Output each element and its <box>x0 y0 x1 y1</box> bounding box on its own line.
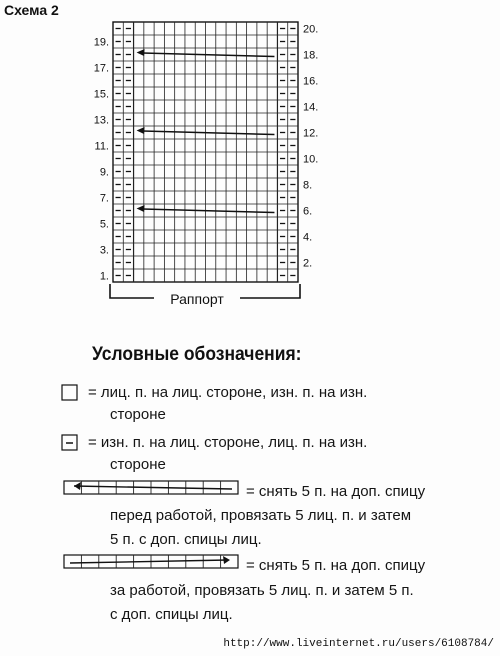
legend-item-1-line-1: = лиц. п. на лиц. стороне, изн. п. на изн. <box>88 384 368 401</box>
repeat-label: Раппорт <box>170 291 224 307</box>
row-label-left: 1. <box>99 270 109 283</box>
row-label-left: 7. <box>99 192 109 205</box>
legend-item-3-line-1: = снять 5 п. на доп. спицу <box>246 483 426 500</box>
row-label-right: 2. <box>303 257 313 270</box>
row-label-left: 13. <box>93 114 109 127</box>
row-label-right: 16. <box>303 75 319 88</box>
cable-arrow-line <box>143 131 275 135</box>
row-label-left: 17. <box>93 62 109 75</box>
row-label-left: 5. <box>99 218 109 231</box>
cable-arrow-line <box>143 209 275 213</box>
row-label-right: 4. <box>303 231 313 244</box>
cable-arrowhead <box>137 49 145 56</box>
legend-item-4-line-2: за работой, провязать 5 лиц. п. и затем 5 п. <box>110 582 414 599</box>
legend-title: Условные обозначения: <box>92 344 302 365</box>
legend-item-3-line-2: перед работой, провязать 5 лиц. п. и затем <box>110 507 412 524</box>
cable-right-arrow-icon <box>64 555 238 568</box>
row-label-left: 9. <box>99 166 109 179</box>
cable-arrowhead <box>137 127 145 134</box>
row-label-right: 12. <box>303 127 319 140</box>
row-label-left: 11. <box>94 140 109 153</box>
row-label-right: 20. <box>303 23 319 36</box>
scheme-title: Схема 2 <box>4 2 59 18</box>
cable-left-arrow-icon <box>64 481 238 494</box>
cable-arrowhead <box>137 205 145 212</box>
legend-item-1-line-2: стороне <box>110 406 166 423</box>
row-label-right: 6. <box>303 205 313 218</box>
legend-item-4-line-1: = снять 5 п. на доп. спицу <box>246 557 426 574</box>
repeat-bracket <box>110 284 300 308</box>
cable-arrow-line <box>143 53 275 57</box>
legend-item-2-line-2: стороне <box>110 456 166 473</box>
legend-item-4-line-3: с доп. спицы лиц. <box>110 606 233 623</box>
row-labels <box>94 24 319 283</box>
row-label-right: 10. <box>303 153 319 166</box>
row-label-left: 19. <box>93 36 109 49</box>
row-label-left: 15. <box>93 88 109 101</box>
source-url[interactable]: http://www.liveinternet.ru/users/6108784/ <box>223 638 494 650</box>
row-label-right: 8. <box>303 179 313 192</box>
legend-item-3-line-3: 5 п. с доп. спицы лиц. <box>110 531 262 548</box>
row-label-right: 14. <box>303 101 319 114</box>
legend-item-2-line-1: = изн. п. на лиц. стороне, лиц. п. на изн. <box>88 434 368 451</box>
empty-cell-icon <box>62 385 77 400</box>
chart-grid <box>113 22 298 282</box>
row-label-left: 3. <box>99 244 109 257</box>
row-label-right: 18. <box>303 49 319 62</box>
